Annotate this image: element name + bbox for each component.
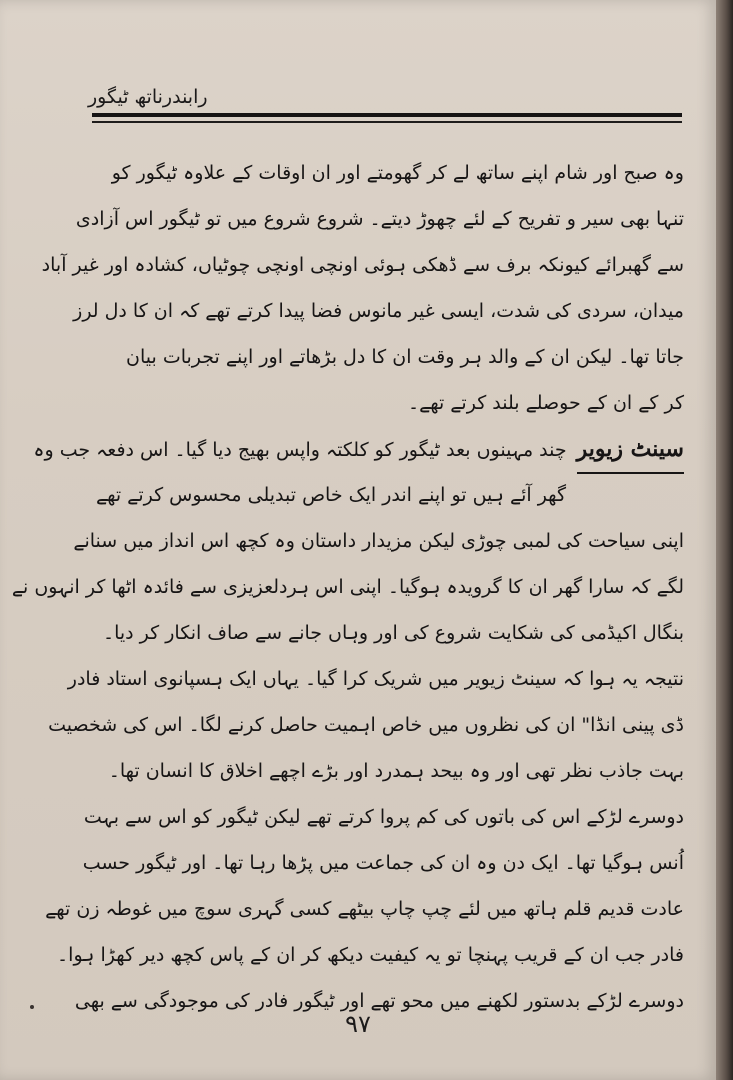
- text-line: جاتا تھا۔ لیکن ان کے والد ہر وقت ان کا دل بڑھاتے اور اپنے تجربات بیان: [126, 346, 684, 368]
- text-line: بہت جاذب نظر تھی اور وہ بیحد ہمدرد اور بڑے اچھے اخلاق کا انسان تھا۔: [108, 760, 684, 782]
- header-rule-thin: [92, 121, 682, 123]
- text-line: لگے کہ سارا گھر ان کا گرویدہ ہوگیا۔ اپنی اس ہردلعزیزی سے فائدہ اٹھا کر انہوں نے: [11, 576, 684, 598]
- text-line: تنہا بھی سیر و تفریح کے لئے چھوڑ دیتے۔ شروع شروع میں تو ٹیگور اس آزادی: [75, 208, 684, 230]
- text-line: کر کے ان کے حوصلے بلند کرتے تھے۔: [407, 392, 684, 414]
- ink-speck: [30, 1005, 34, 1009]
- running-header: رابندرناتھ ٹیگور: [88, 86, 208, 108]
- text-line: بنگال اکیڈمی کی شکایت شروع کی اور وہاں جانے سے صاف انکار کر دیا۔: [102, 622, 684, 644]
- text-line: اپنی سیاحت کی لمبی چوڑی لیکن مزیدار داستان وہ کچھ اس انداز میں سنانے: [73, 530, 684, 552]
- header-rule-thick: [92, 113, 682, 117]
- text-line: میدان، سردی کی شدت، ایسی غیر مانوس فضا پیدا کرتے تھے کہ ان کا دل لرز: [73, 300, 684, 322]
- body-text: [11, 150, 684, 1024]
- text-line: نتیجہ یہ ہوا کہ سینٹ زیویر میں شریک کرا گیا۔ یہاں ایک ہسپانوی استاد فادر: [67, 668, 684, 690]
- text-line: وہ صبح اور شام اپنے ساتھ لے کر گھومتے اور ان اوقات کے علاوہ ٹیگور کو: [111, 162, 684, 184]
- text-line: ڈی پینی انڈا" ان کی نظروں میں خاص اہمیت حاصل کرنے لگا۔ اس کی شخصیت: [48, 714, 684, 736]
- section-heading: سینٹ زیویر: [577, 426, 684, 474]
- section-second-line: گھر آئے ہیں تو اپنے اندر ایک خاص تبدیلی محسوس کرتے تھے: [95, 484, 566, 506]
- section-first-line: [33, 426, 684, 472]
- text-line: دوسرے لڑکے بدستور لکھنے میں محو تھے اور ٹیگور فادر کی موجودگی سے بھی: [74, 990, 684, 1012]
- text-line: سے گھبرائے کیونکہ برف سے ڈھکی ہوئی اونچی اونچی چوٹیاں، کشادہ اور غیر آباد: [41, 254, 684, 276]
- page-edge-shadow: [716, 0, 733, 1080]
- text-line: اُنس ہوگیا تھا۔ ایک دن وہ ان کی جماعت میں پڑھا رہا تھا۔ اور ٹیگور حسب: [82, 852, 684, 874]
- text-line: عادت قدیم قلم ہاتھ میں لئے چپ چاپ بیٹھے کسی گہری سوچ میں غوطہ زن تھے: [45, 898, 684, 920]
- text-line: دوسرے لڑکے اس کی باتوں کی کم پروا کرتے تھے لیکن ٹیگور کو اس سے بہت: [83, 806, 684, 828]
- text-line: فادر جب ان کے قریب پہنچا تو یہ کیفیت دیکھ کر ان کے پاس کچھ دیر کھڑا ہوا۔: [57, 944, 684, 966]
- page-number: ۹۷: [345, 1010, 371, 1038]
- section-line-text: چند مہینوں بعد ٹیگور کو کلکتہ واپس بھیج دیا گیا۔ اس دفعہ جب وہ: [33, 439, 567, 461]
